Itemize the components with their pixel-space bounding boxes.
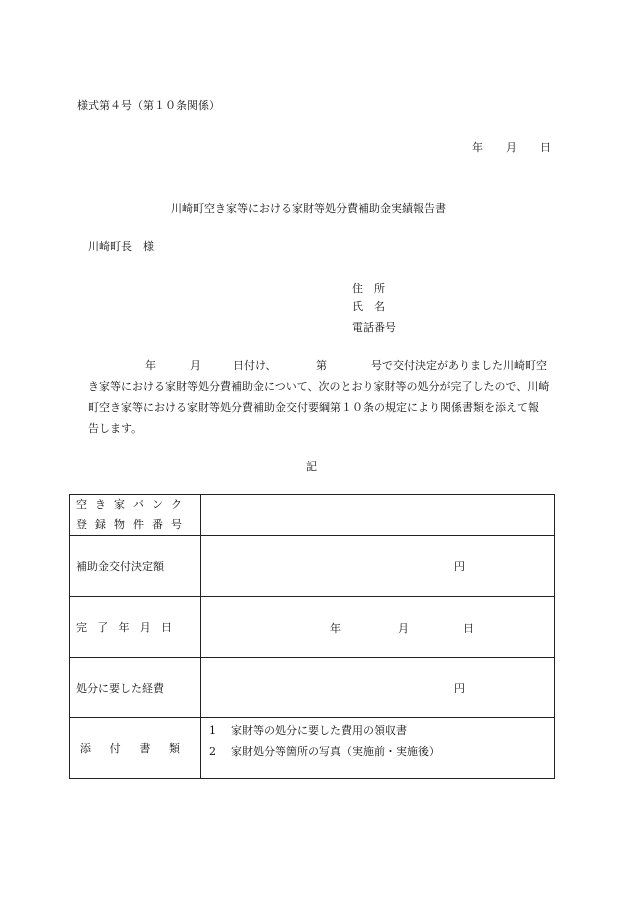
body-line2: き家等における家財等処分費補助金について、次のとおり家財等の処分が完了したので、川崎 [88,380,550,393]
body-line3: 町空き家等における家財等処分費補助金交付要綱第１０条の規定により関係書類を添えて報 [88,401,539,414]
ki-heading: 記 [306,460,317,473]
grant-amount-label: 補助金交付決定額 [70,536,201,597]
attachment-item: 2 家財処分等箇所の写真（実施前・実施後） [209,745,440,758]
akiya-bank-label-line1: 空 き 家 バ ン ク [76,498,182,511]
completion-date-label: 完 了 年 月 日 [70,597,201,658]
attachments-label: 添 付 書 類 [70,718,201,779]
disposal-cost-value[interactable] [201,658,555,718]
akiya-bank-label-line2: 登 録 物 件 番 号 [76,518,182,531]
header-date-month: 月 [506,141,517,154]
completion-day: 日 [463,622,474,635]
disposal-cost-unit: 円 [454,681,465,695]
body-dated: 日付け、 [233,359,277,372]
table-row-disposal-cost [70,658,555,718]
document-title: 川崎町空き家等における家財等処分費補助金実績報告書 [171,202,446,215]
body-dai: 第 [316,359,327,372]
table-row-completion-date [70,597,555,658]
header-date-day: 日 [540,141,551,154]
header-date-year: 年 [472,141,483,154]
body-month: 月 [190,359,201,372]
applicant-address-label: 住 所 [352,282,385,295]
body-line1-rest: 号で交付決定がありました川崎町空 [371,359,547,372]
completion-date-value[interactable] [201,597,555,658]
report-table [69,494,555,779]
completion-month: 月 [398,622,409,635]
akiya-bank-label [70,495,201,536]
grant-amount-value[interactable] [201,536,555,597]
attachments-list [201,718,555,779]
disposal-cost-label: 処分に要した経費 [70,658,201,718]
table-row-akiya-bank [70,495,555,536]
attachment-item: 1 家財等の処分に要した費用の領収書 [209,724,407,737]
form-number: 様式第４号（第１０条関係） [77,99,220,112]
applicant-name-label: 氏 名 [352,300,385,313]
grant-amount-unit: 円 [454,560,465,573]
body-year: 年 [145,359,156,372]
applicant-phone-label: 電話番号 [352,321,396,334]
akiya-bank-value[interactable] [201,495,555,536]
body-line4: 告します。 [88,422,143,435]
completion-year: 年 [330,622,341,635]
table-row-grant-amount [70,536,555,597]
addressee: 川崎町長 様 [88,240,154,253]
table-row-attachments [70,718,555,779]
